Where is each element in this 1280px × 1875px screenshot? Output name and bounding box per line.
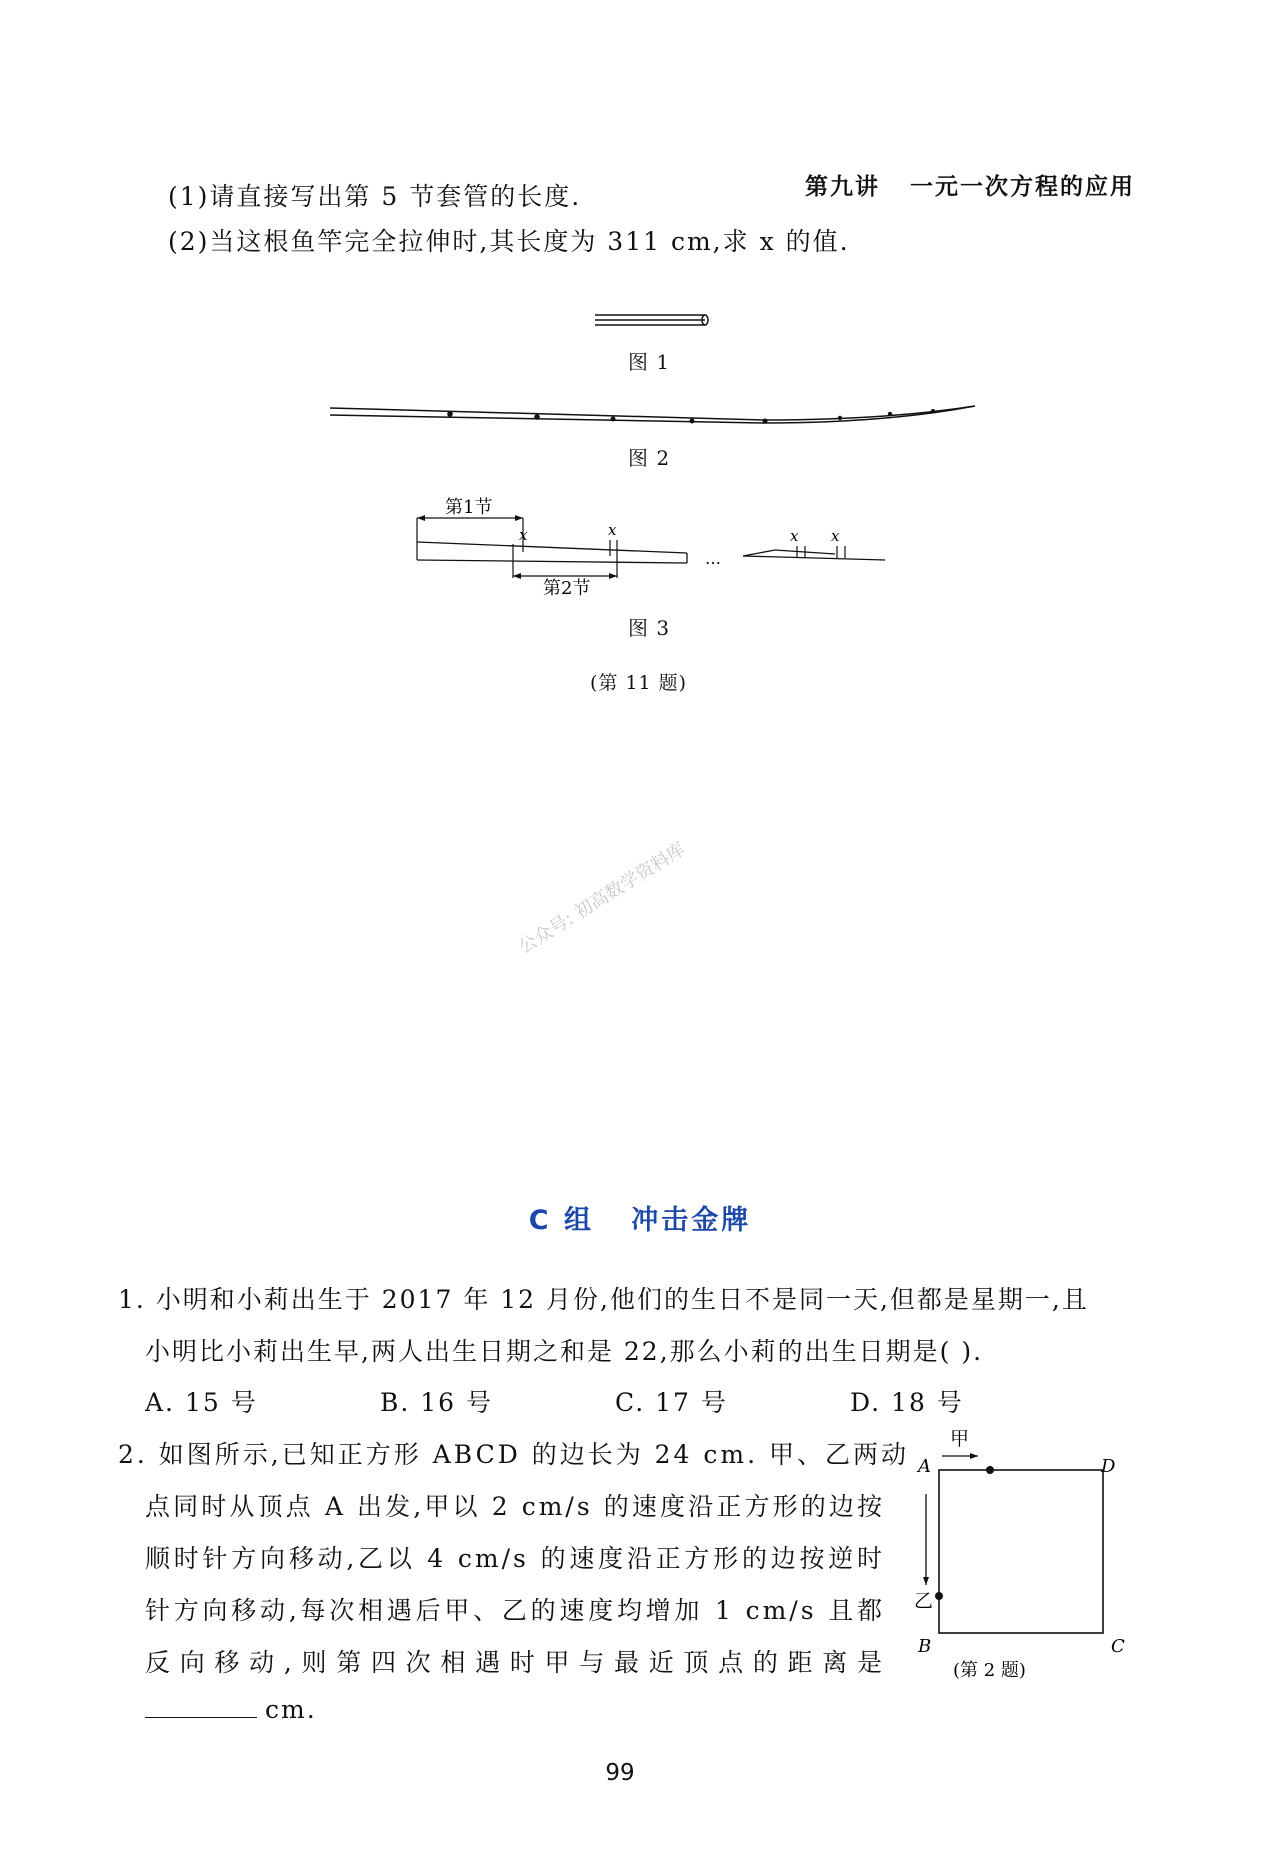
vertex-d: D bbox=[1101, 1456, 1116, 1477]
answer-line bbox=[145, 1695, 317, 1724]
label-yi: 乙 bbox=[914, 1590, 934, 1612]
square-abcd-figure bbox=[905, 1425, 1135, 1680]
ellipsis: … bbox=[705, 549, 721, 568]
vertex-c: C bbox=[1111, 1636, 1125, 1657]
figure-3-caption: 图 3 bbox=[628, 616, 671, 640]
label-jia: 甲 bbox=[950, 1428, 970, 1450]
label-section-2: 第2节 bbox=[543, 578, 591, 596]
option-a: A. 15 号 bbox=[145, 1388, 258, 1417]
section-title: C 组 冲击金牌 bbox=[528, 1205, 752, 1236]
option-c: C. 17 号 bbox=[615, 1388, 728, 1417]
page-number: 99 bbox=[605, 1760, 635, 1786]
problem-11-part-1: (1)请直接写出第 5 节套管的长度. bbox=[168, 182, 582, 211]
figure-1-tube bbox=[590, 310, 720, 334]
label-x-2: x bbox=[608, 521, 617, 539]
figure-2-rod bbox=[325, 398, 985, 438]
figure-2-caption: 图 2 bbox=[628, 446, 671, 470]
question-2-line-2: 点同时从顶点 A 出发,甲以 2 cm/s 的速度沿正方形的边按 bbox=[145, 1492, 885, 1521]
question-2-line-5: 反向移动,则第四次相遇时甲与最近顶点的距离是 bbox=[145, 1648, 885, 1677]
label-x-4: x bbox=[831, 527, 840, 545]
question-2-line-1: 2. 如图所示,已知正方形 ABCD 的边长为 24 cm. 甲、乙两动 bbox=[118, 1440, 910, 1469]
question-1-line-2: 小明比小莉出生早,两人出生日期之和是 22,那么小莉的出生日期是( ). bbox=[145, 1337, 984, 1366]
label-x-1: x bbox=[519, 526, 528, 544]
answer-blank bbox=[145, 1695, 257, 1718]
label-x-3: x bbox=[790, 527, 799, 545]
figure-3-sections bbox=[405, 488, 905, 596]
question-2-line-4: 针方向移动,每次相遇后甲、乙的速度均增加 1 cm/s 且都 bbox=[145, 1596, 885, 1625]
watermark-text: 公众号: 初高数学资料库 bbox=[515, 838, 690, 959]
figure-1-caption: 图 1 bbox=[628, 350, 671, 374]
vertex-a: A bbox=[918, 1456, 931, 1477]
vertex-b: B bbox=[918, 1636, 932, 1657]
problem-11-part-2: (2)当这根鱼竿完全拉伸时,其长度为 311 cm,求 x 的值. bbox=[168, 227, 850, 256]
answer-unit: cm. bbox=[265, 1695, 317, 1724]
option-b: B. 16 号 bbox=[380, 1388, 494, 1417]
chapter-header: 第九讲 一元一次方程的应用 bbox=[804, 174, 1135, 200]
question-2-line-3: 顺时针方向移动,乙以 4 cm/s 的速度沿正方形的边按逆时 bbox=[145, 1544, 885, 1573]
problem-11-caption: (第 11 题) bbox=[590, 672, 688, 694]
label-section-1: 第1节 bbox=[445, 497, 493, 518]
option-d: D. 18 号 bbox=[850, 1388, 964, 1417]
question-1-line-1: 1. 小明和小莉出生于 2017 年 12 月份,他们的生日不是同一天,但都是星期一,且 bbox=[118, 1285, 1089, 1314]
figure-caption: (第 2 题) bbox=[953, 1660, 1026, 1680]
